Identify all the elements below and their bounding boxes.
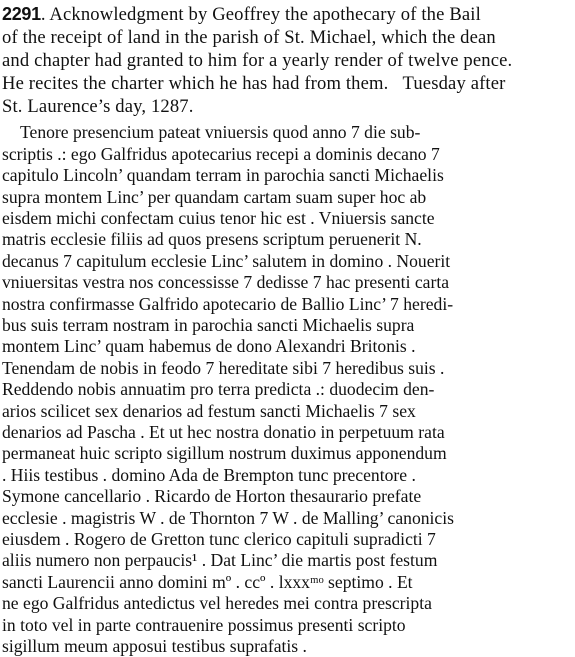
charter-text-line: sigillum meum apposui testibus suprafatis . [2, 636, 307, 656]
summary-line: St. Laurence’s day, 1287. [2, 96, 194, 117]
charter-text-line: matris ecclesie filiis ad quos presens scriptum peruenerit N. [2, 229, 422, 249]
charter-text-line: arios scilicet sex denarios ad festum sancti Michaelis 7 sex [2, 401, 416, 421]
charter-text-line: scriptis .: ego Galfridus apotecarius recepi a dominis decano 7 [2, 144, 440, 164]
charter-text-line: sancti Laurencii anno domini mº . ccº . lxxxᵐᵒ septimo . Et [2, 572, 413, 592]
charter-text-line: decanus 7 capitulum ecclesie Linc’ salutem in domino . Nouerit [2, 251, 451, 271]
summary-line: He recites the charter which he has had from them. Tuesday after [2, 73, 506, 94]
charter-text-line: . Hiis testibus . domino Ada de Brempton tunc precentore . [2, 465, 416, 485]
charter-text-line: eiusdem . Rogero de Gretton tunc clerico capituli supradicti 7 [2, 529, 436, 549]
summary-line: of the receipt of land in the parish of St. Michael, which the dean [2, 27, 496, 48]
charter-text-line: vniuersitas vestra nos concessisse 7 dedisse 7 hac presenti carta [2, 272, 450, 292]
charter-text-line: supra montem Linc’ per quandam cartam suam super hoc ab [2, 187, 427, 207]
charter-text-line: denarios ad Pascha . Et ut hec nostra donatio in perpetuum rata [2, 422, 445, 442]
charter-text-line: Tenendam de nobis in feodo 7 hereditate sibi 7 heredibus suis . [2, 358, 445, 378]
charter-text-line: Tenore presencium pateat vniuersis quod anno 7 die sub- [20, 122, 421, 142]
summary-line [2, 4, 481, 25]
summary-text: . Acknowledgment by Geoffrey the apothecary of the Bail [40, 4, 481, 25]
charter-text-line: permaneat huic scripto sigillum nostrum duximus apponendum [2, 443, 447, 463]
charter-text-line: Reddendo nobis annuatim pro terra predicta .: duodecim den- [2, 379, 435, 399]
summary-line: and chapter had granted to him for a yearly render of twelve pence. [2, 50, 513, 71]
charter-text-line: eisdem michi confectam cuius tenor hic est . Vniuersis sancte [2, 208, 435, 228]
charter-text-line: aliis numero non perpaucis¹ . Dat Linc’ die martis post festum [2, 550, 438, 570]
charter-text-line: Symone cancellario . Ricardo de Horton thesaurario prefate [2, 486, 422, 506]
charter-text-line: in toto vel in parte contrauenire possimus presenti scripto [2, 615, 406, 635]
charter-text-line: nostra confirmasse Galfrido apotecario de Ballio Linc’ 7 heredi- [2, 294, 454, 314]
charter-text-line: ne ego Galfridus antedictus vel heredes mei contra prescripta [2, 593, 432, 613]
charter-text-line: montem Linc’ quam habemus de dono Alexandri Britonis . [2, 336, 416, 356]
charter-text-line: bus suis terram nostram in parochia sancti Michaelis supra [2, 315, 415, 335]
entry-number: 2291 [2, 4, 41, 24]
charter-text-line: capitulo Lincoln’ quandam terram in parochia sancti Michaelis [2, 165, 444, 185]
charter-text-line: ecclesie . magistris W . de Thornton 7 W . de Malling’ canonicis [2, 508, 454, 528]
